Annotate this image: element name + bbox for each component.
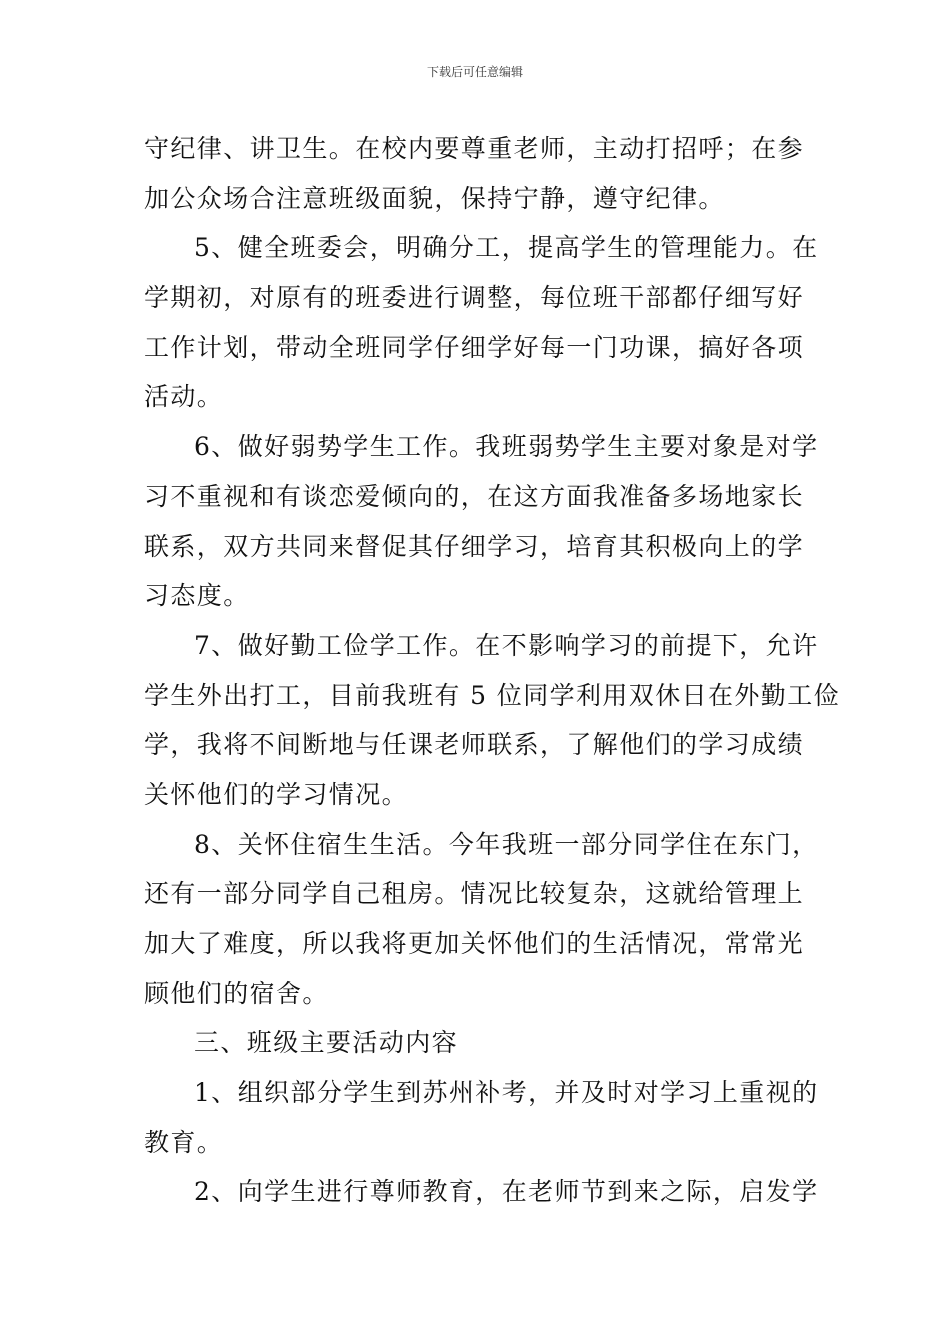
text-line: 习态度。 [144, 581, 250, 611]
section-heading: 三、班级主要活动内容 [194, 1028, 459, 1058]
text-line: 联系，双方共同来督促其仔细学习，培育其积极向上的学 [144, 531, 805, 561]
paragraph-start-line: 2、向学生进行尊师教育，在老师节到来之际，启发学 [194, 1177, 819, 1207]
text-line: 学，我将不间断地与任课老师联系，了解他们的学习成绩 [144, 730, 805, 760]
text-line: 学期初，对原有的班委进行调整，每位班干部都仔细写好 [144, 283, 805, 313]
text-line: 习不重视和有谈恋爱倾向的，在这方面我准备多场地家长 [144, 481, 805, 511]
page-header: 下载后可任意编辑 [426, 65, 523, 79]
text-line: 加大了难度，所以我将更加关怀他们的生活情况，常常光 [144, 929, 805, 958]
paragraph-start-line: 7、做好勤工俭学工作。在不影响学习的前提下，允许 [194, 630, 819, 660]
text-line: 关怀他们的学习情况。 [144, 779, 409, 809]
text-line: 学生外出打工，目前我班有 5 位同学利用双休日在外勤工俭 [144, 680, 841, 710]
text-line: 活动。 [144, 382, 224, 412]
paragraph-start-line: 1、组织部分学生到苏州补考，并及时对学习上重视的 [194, 1078, 819, 1108]
text-line: 顾他们的宿舍。 [144, 978, 329, 1008]
paragraph-start-line: 8、关怀住宿生生活。今年我班一部分同学住在东门， [194, 829, 819, 859]
text-line: 守纪律、讲卫生。在校内要尊重老师，主动打招呼；在参 [144, 134, 805, 163]
document-body [144, 124, 841, 1217]
text-line: 教育。 [144, 1127, 224, 1157]
text-line: 工作计划，带动全班同学仔细学好每一门功课，搞好各项 [144, 332, 805, 362]
paragraph-start-line: 5、健全班委会，明确分工，提高学生的管理能力。在 [194, 233, 819, 263]
paragraph-start-line: 6、做好弱势学生工作。我班弱势学生主要对象是对学 [194, 432, 819, 462]
text-line: 还有一部分同学自己租房。情况比较复杂，这就给管理上 [144, 879, 805, 909]
text-line: 加公众场合注意班级面貌，保持宁静，遵守纪律。 [144, 183, 725, 213]
